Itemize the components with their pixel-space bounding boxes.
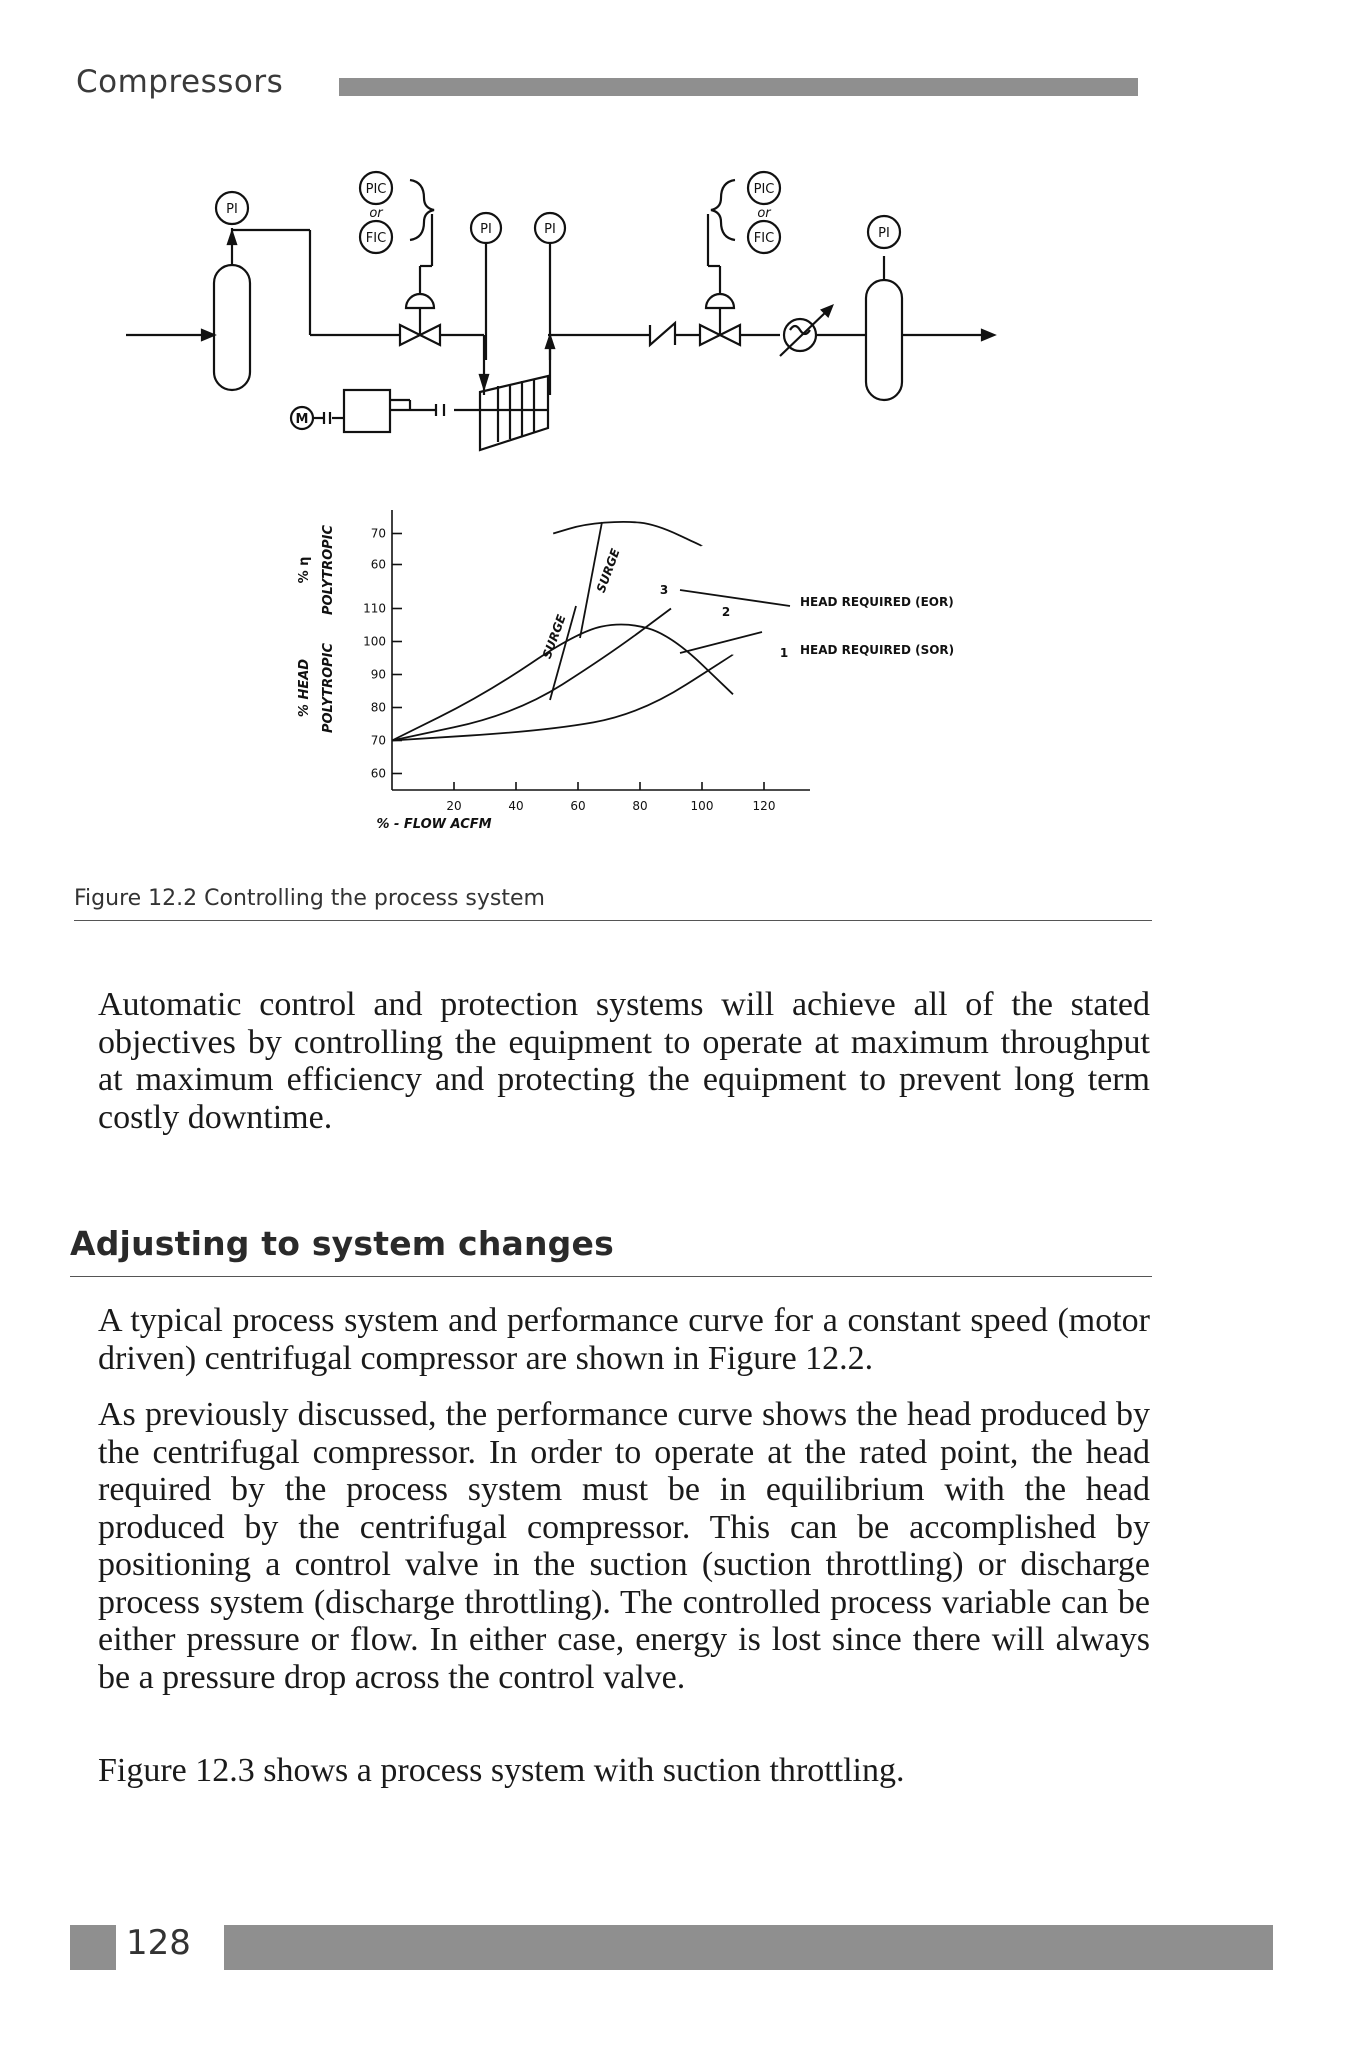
chapter-title: Compressors	[76, 64, 284, 100]
running-header	[76, 62, 1138, 110]
x-axis-label: % - FLOW ACFM	[376, 817, 492, 832]
section-heading	[70, 1224, 1152, 1277]
eff-axis-label-1: % η	[297, 556, 312, 584]
head-axis-label-2: POLYTROPIC	[321, 642, 336, 734]
legend-sor: HEAD REQUIRED (SOR)	[800, 643, 955, 657]
figure-svg	[110, 160, 1070, 860]
or-left-label: or	[369, 206, 383, 221]
process-schematic	[126, 172, 994, 450]
discharge-drum	[866, 280, 902, 400]
pi-left-label: PI	[226, 202, 238, 217]
motor-label: M	[295, 412, 309, 427]
x-tick-label: 80	[632, 799, 648, 813]
sor-leader	[680, 632, 762, 653]
pi-right-label: PI	[878, 226, 890, 241]
legend-eor: HEAD REQUIRED (EOR)	[800, 595, 954, 609]
inlet-arrow	[202, 330, 214, 340]
x-tick-label: 120	[752, 799, 776, 813]
point-3-label: 3	[659, 583, 669, 597]
schematic-labels	[226, 182, 890, 427]
x-tick-label: 20	[446, 799, 462, 813]
eff-axis-label-2: POLYTROPIC	[321, 524, 336, 616]
head-produced-curve	[392, 625, 733, 741]
outlet-arrow	[982, 330, 994, 340]
eor-leader	[680, 590, 790, 606]
chart-axes	[392, 510, 810, 790]
point-1-label: 1	[779, 646, 789, 660]
gearbox	[344, 390, 390, 432]
x-tick-label: 100	[690, 799, 714, 813]
paragraph-2: A typical process system and performance curve for a constant speed (motor driven) centrifugal compressor are shown in Figure 12.2.	[98, 1302, 1150, 1377]
eff-tick-label: 60	[370, 557, 386, 572]
paragraph-4: Figure 12.3 shows a process system with suction throttling.	[98, 1752, 905, 1789]
paragraph-1: Automatic control and protection systems will achieve all of the stated objectives by controlling the equipment to operate at maximum throughput at maximum efficiency and protecting the equipment to prevent long term costly downtime.	[98, 986, 1150, 1136]
right-brace	[711, 180, 735, 240]
pi-mid2-label: PI	[544, 222, 556, 237]
chart-labels	[297, 525, 954, 832]
head-tick-label: 100	[363, 634, 386, 649]
head-tick-label: 60	[370, 766, 386, 781]
x-tick-label: 40	[508, 799, 524, 813]
page-footer	[70, 1925, 1273, 1970]
head-axis-label-1: % HEAD	[297, 658, 312, 718]
pic-right-label: PIC	[753, 182, 775, 197]
compressor-body	[480, 376, 548, 450]
paragraph-3: As previously discussed, the performance curve shows the head produced by the centrifugal compressor. In order to operate at the rated point, the head required by the process system must be in equilibrium with the head produced by the centrifugal compressor. This can be accomplished by positioning a control valve in the suction (suction throttling) or discharge process system (discharge throttling). The controlled process variable can be either pressure or flow. In either case, energy is lost since there will always be a pressure drop across the control valve.	[98, 1396, 1150, 1696]
check-valve	[650, 323, 675, 345]
x-tick-label: 60	[570, 799, 586, 813]
left-brace	[410, 180, 434, 240]
figure-12-2	[110, 160, 1070, 860]
head-required-sor-curve	[392, 655, 733, 741]
header-bar	[339, 78, 1138, 96]
discharge-valve-right	[720, 325, 740, 345]
pi-mid1-label: PI	[480, 222, 492, 237]
suction-drum	[214, 265, 250, 390]
fic-left-label: FIC	[365, 231, 387, 246]
fic-right-label: FIC	[753, 231, 775, 246]
footer-left-bar	[70, 1925, 116, 1970]
figure-caption	[74, 886, 1152, 921]
pic-left-label: PIC	[365, 182, 387, 197]
caption-text: Figure 12.2 Controlling the process system	[74, 886, 545, 911]
head-tick-label: 80	[370, 700, 386, 715]
efficiency-curve	[553, 522, 702, 546]
head-tick-label: 70	[370, 733, 386, 748]
chart-curves	[392, 522, 790, 741]
head-tick-label: 90	[370, 667, 386, 682]
surge-upper-label: SURGE	[593, 546, 623, 595]
footer-right-bar	[224, 1925, 1273, 1970]
performance-chart	[297, 510, 954, 832]
eff-tick-label: 70	[370, 526, 386, 541]
head-tick-label: 110	[363, 601, 386, 616]
point-2-label: 2	[721, 605, 731, 619]
surge-lower-label: SURGE	[539, 612, 569, 661]
suction-valve-right	[420, 325, 440, 345]
or-right-label: or	[757, 206, 771, 221]
discharge-valve-left	[700, 325, 720, 345]
page-number: 128	[126, 1923, 191, 1963]
suction-valve-left	[400, 325, 420, 345]
section-title-text: Adjusting to system changes	[70, 1224, 614, 1263]
